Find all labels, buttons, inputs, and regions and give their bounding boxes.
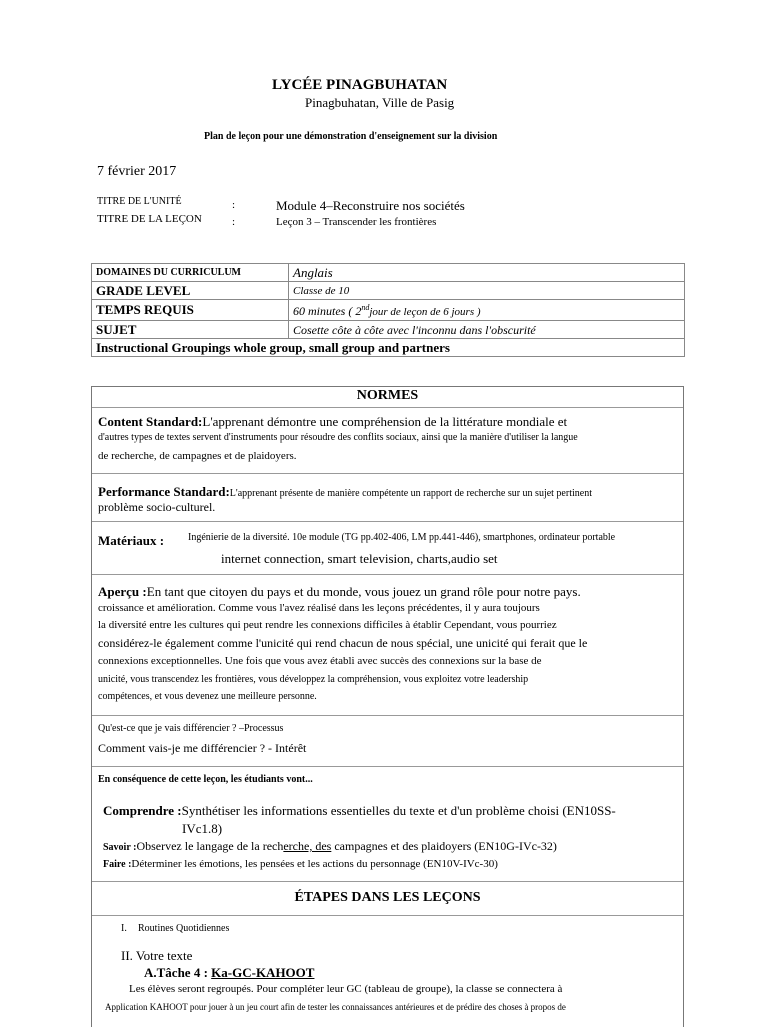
do-label: Faire : <box>103 859 132 870</box>
table-row <box>92 282 685 300</box>
curriculum-value: Anglais <box>289 264 685 282</box>
understand <box>103 803 616 819</box>
do <box>103 858 498 870</box>
grade-level-key: GRADE LEVEL <box>92 282 289 300</box>
curriculum-table <box>91 263 685 357</box>
differentiate-how: Comment vais-je me différencier ? - Intérêt <box>98 741 307 755</box>
time-required-value-pre: 60 minutes ( 2 <box>293 304 362 318</box>
overview <box>98 584 581 600</box>
task-paragraph-line2: Application KAHOOT pour jouer à un jeu court afin de tester les connaissances antérieures et de prédire des choses à propos de <box>105 1002 566 1012</box>
school-name: LYCÉE PINAGBUHATAN <box>272 77 448 93</box>
performance-standard-line2: problème socio-culturel. <box>98 500 216 514</box>
grade-level-value: Classe de 10 <box>289 282 685 300</box>
table-row <box>92 264 685 282</box>
divider <box>92 715 683 716</box>
divider <box>92 915 683 916</box>
know-text-c: campagnes et des plaidoyers (EN10G-IVc-32) <box>331 839 557 853</box>
understand-line2: IVc1.8) <box>182 821 223 836</box>
performance-standard <box>98 483 592 501</box>
lesson-colon: : <box>232 216 236 228</box>
divider <box>92 766 683 767</box>
unit-value: Module 4–Reconstruire nos sociétés <box>276 198 465 213</box>
normes-heading: NORMES <box>356 388 419 403</box>
know-text-a: Observez le langage de la rech <box>136 839 284 853</box>
steps-heading: ÉTAPES DANS LES LEÇONS <box>294 890 481 905</box>
divider <box>92 521 683 522</box>
step-1-label: Routines Quotidiennes <box>138 923 230 934</box>
differentiate-what: Qu'est-ce que je vais différencier ? –Processus <box>98 723 284 734</box>
do-text: Déterminer les émotions, les pensées et les actions du personnage (EN10V-IVc-30) <box>131 858 498 870</box>
understand-label: Comprendre : <box>103 803 182 818</box>
know-text-b: erche, des <box>283 839 332 853</box>
overview-line2: croissance et amélioration. Comme vous l'avez réalisé dans les leçons précédentes, il y aura toujours <box>98 602 540 614</box>
overview-line7: compétences, et vous devenez une meilleure personne. <box>98 691 317 702</box>
table-row <box>92 300 685 321</box>
task-paragraph-line1: Les élèves seront regroupés. Pour compléter leur GC (tableau de groupe), la classe se connectera à <box>129 983 563 995</box>
task-name: Ka-GC-KAHOOT <box>211 965 315 980</box>
overview-line5: connexions exceptionnelles. Une fois que vous avez établi avec succès des connexions sur la base de <box>98 655 542 667</box>
task-title <box>144 965 314 981</box>
time-required-value-post: jour de leçon de 6 jours ) <box>369 306 481 318</box>
unit-label: TITRE DE L'UNITÉ <box>97 196 182 207</box>
table-row <box>92 321 685 339</box>
divider <box>92 473 683 474</box>
step-2-label: II. Votre texte <box>121 948 193 963</box>
instructional-groupings: Instructional Groupings whole group, small group and partners <box>92 339 685 357</box>
materials-line1: Ingénierie de la diversité. 10e module (TG pp.402-406, LM pp.441-446), smartphones, ordinateur portable <box>188 532 616 543</box>
divider <box>92 574 683 575</box>
performance-standard-line1: L'apprenant présente de manière compétente un rapport de recherche sur un sujet pertinent <box>229 488 592 499</box>
subject-value: Cosette côte à côte avec l'inconnu dans l'obscurité <box>289 321 685 339</box>
table-row <box>92 339 685 357</box>
content-standard-label: Content Standard: <box>98 414 203 429</box>
standards-box <box>91 386 684 1027</box>
know <box>103 839 557 854</box>
unit-colon: : <box>232 199 236 211</box>
content-standard <box>98 414 567 430</box>
know-label: Savoir : <box>103 842 137 853</box>
time-required-key: TEMPS REQUIS <box>92 300 289 321</box>
document-date: 7 février 2017 <box>97 164 177 179</box>
overview-line4: considérez-le également comme l'unicité qui rend chacun de nous spécial, une unicité qui ferait que le <box>98 636 588 650</box>
step-1-number: I. <box>121 923 127 934</box>
materials-line2: internet connection, smart television, charts,audio set <box>221 551 498 566</box>
time-required-value <box>289 300 685 321</box>
overview-line6: unicité, vous transcendez les frontières, vous développez la compréhension, vous exploitez votre leadership <box>98 674 529 685</box>
overview-line3: la diversité entre les cultures qui peut rendre les connexions difficiles à établir Cependant, vous pourriez <box>98 619 557 631</box>
consequence-intro: En conséquence de cette leçon, les étudiants vont... <box>98 774 313 785</box>
content-standard-line3: de recherche, de campagnes et de plaidoyers. <box>98 450 297 462</box>
divider <box>92 407 683 408</box>
content-standard-line2: d'autres types de textes servent d'instruments pour résoudre des conflits sociaux, ainsi que la manière d'utiliser la langue <box>98 432 578 443</box>
plan-title: Plan de leçon pour une démonstration d'enseignement sur la division <box>204 131 498 142</box>
content-standard-line1: L'apprenant démontre une compréhension de la littérature mondiale et <box>202 414 568 429</box>
subject-key: SUJET <box>92 321 289 339</box>
school-city: Pinagbuhatan, Ville de Pasig <box>305 95 455 110</box>
time-required-value-sup: nd <box>361 303 370 312</box>
lesson-label: TITRE DE LA LEÇON <box>97 213 202 225</box>
materials-label: Matériaux : <box>98 533 165 548</box>
understand-line1: Synthétiser les informations essentielles du texte et d'un problème choisi (EN10SS- <box>181 803 616 818</box>
overview-label: Aperçu : <box>98 584 147 599</box>
divider <box>92 881 683 882</box>
task-prefix: A.Tâche 4 : <box>144 965 212 980</box>
overview-line1: En tant que citoyen du pays et du monde, vous jouez un grand rôle pour notre pays. <box>146 584 581 599</box>
performance-standard-label: Performance Standard: <box>98 484 230 499</box>
curriculum-key: DOMAINES DU CURRICULUM <box>92 264 289 282</box>
lesson-value: Leçon 3 – Transcender les frontières <box>276 216 437 228</box>
